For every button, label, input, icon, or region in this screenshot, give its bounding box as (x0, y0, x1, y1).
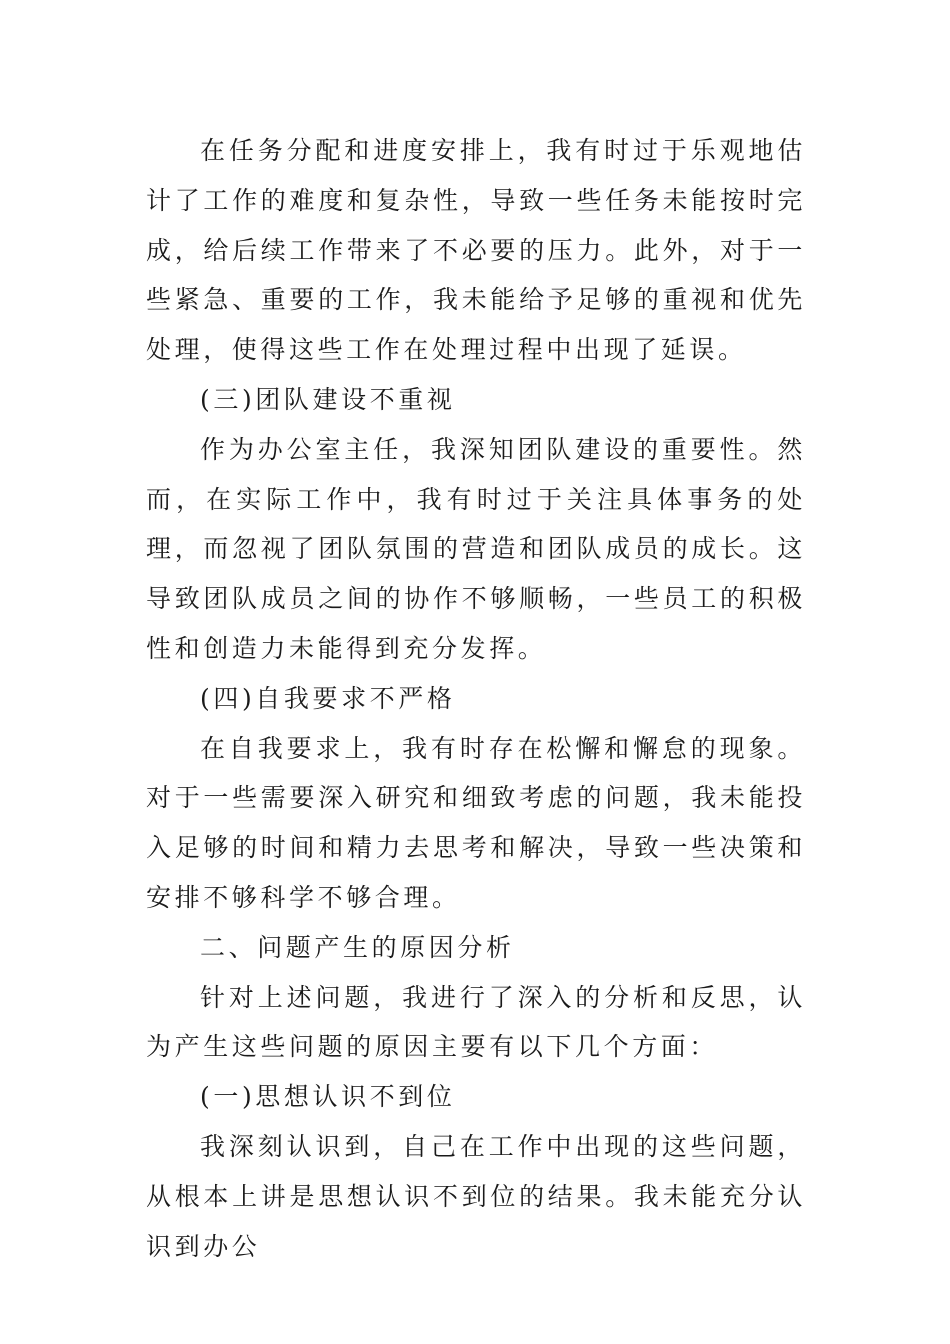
paragraph-task-allocation: 在任务分配和进度安排上，我有时过于乐观地估计了工作的难度和复杂性，导致一些任务未能按时完成，给后续工作带来了不必要的压力。此外，对于一些紧急、重要的工作，我未能给予足够的重视和优先处理，使得这些工作在处理过程中出现了延误。 (146, 136, 806, 365)
document-body (146, 126, 806, 1271)
paragraph-ideological-understanding: 我深刻认识到，自己在工作中出现的这些问题，从根本上讲是思想认识不到位的结果。我未能充分认识到办公 (146, 1131, 806, 1261)
heading-ideological-understanding: (一)思想认识不到位 (200, 1082, 456, 1112)
paragraph-cause-intro: 针对上述问题，我进行了深入的分析和反思，认为产生这些问题的原因主要有以下几个方面： (146, 982, 806, 1062)
paragraph-self-discipline: 在自我要求上，我有时存在松懈和懈怠的现象。对于一些需要深入研究和细致考虑的问题，我未能投入足够的时间和精力去思考和解决，导致一些决策和安排不够科学不够合理。 (146, 733, 806, 912)
heading-self-discipline: (四)自我要求不严格 (200, 683, 456, 713)
heading-team-building: (三)团队建设不重视 (200, 384, 456, 414)
paragraph-team-building: 作为办公室主任，我深知团队建设的重要性。然而，在实际工作中，我有时过于关注具体事务的处理，而忽视了团队氛围的营造和团队成员的成长。这导致团队成员之间的协作不够顺畅，一些员工的积极性和创造力未能得到充分发挥。 (146, 434, 806, 663)
heading-cause-analysis: 二、问题产生的原因分析 (200, 932, 515, 962)
